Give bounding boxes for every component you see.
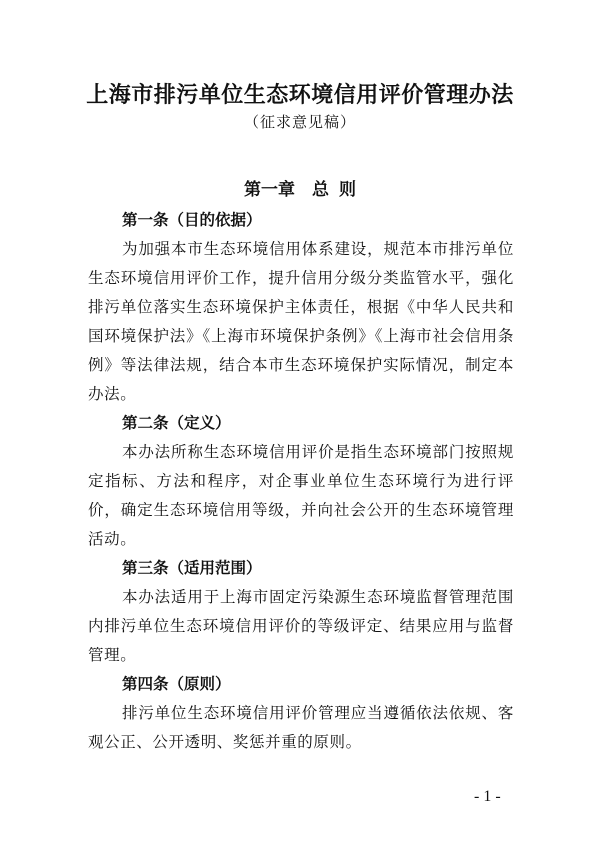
document-body <box>88 206 514 757</box>
article-heading: 第二条（定义） <box>122 414 231 432</box>
chapter-heading: 第一章 总 则 <box>244 180 356 200</box>
article-heading: 第三条（适用范围） <box>122 559 262 577</box>
article-4 <box>88 670 514 757</box>
article-text: 本办法所称生态环境信用评价是指生态环境部门按照规定指标、方法和程序，对企事业单位生态环境行为进行评价，确定生态环境信用等级，并向社会公开的生态环境管理活动。 <box>88 443 514 548</box>
page-number: - 1 - <box>474 788 501 805</box>
article-text: 本办法适用于上海市固定污染源生态环境监督管理范围内排污单位生态环境信用评价的等级评定、结果应用与监督管理。 <box>88 588 514 664</box>
article-1 <box>88 206 514 409</box>
article-3 <box>88 554 514 670</box>
article-text: 为加强本市生态环境信用体系建设，规范本市排污单位生态环境信用评价工作，提升信用分级分类监管水平，强化排污单位落实生态环境保护主体责任，根据《中华人民共和国环境保护法》《上海市环境保护条例》《上海市社会信用条例》等法律法规，结合本市生态环境保护实际情况，制定本办法。 <box>88 240 514 403</box>
document-title: 上海市排污单位生态环境信用评价管理办法 <box>86 83 514 108</box>
article-2 <box>88 409 514 554</box>
article-heading: 第一条（目的依据） <box>122 211 262 229</box>
article-heading: 第四条（原则） <box>122 675 231 693</box>
document-subtitle: （征求意见稿） <box>243 113 356 131</box>
article-text: 排污单位生态环境信用评价管理应当遵循依法依规、客观公正、公开透明、奖惩并重的原则。 <box>88 704 514 751</box>
